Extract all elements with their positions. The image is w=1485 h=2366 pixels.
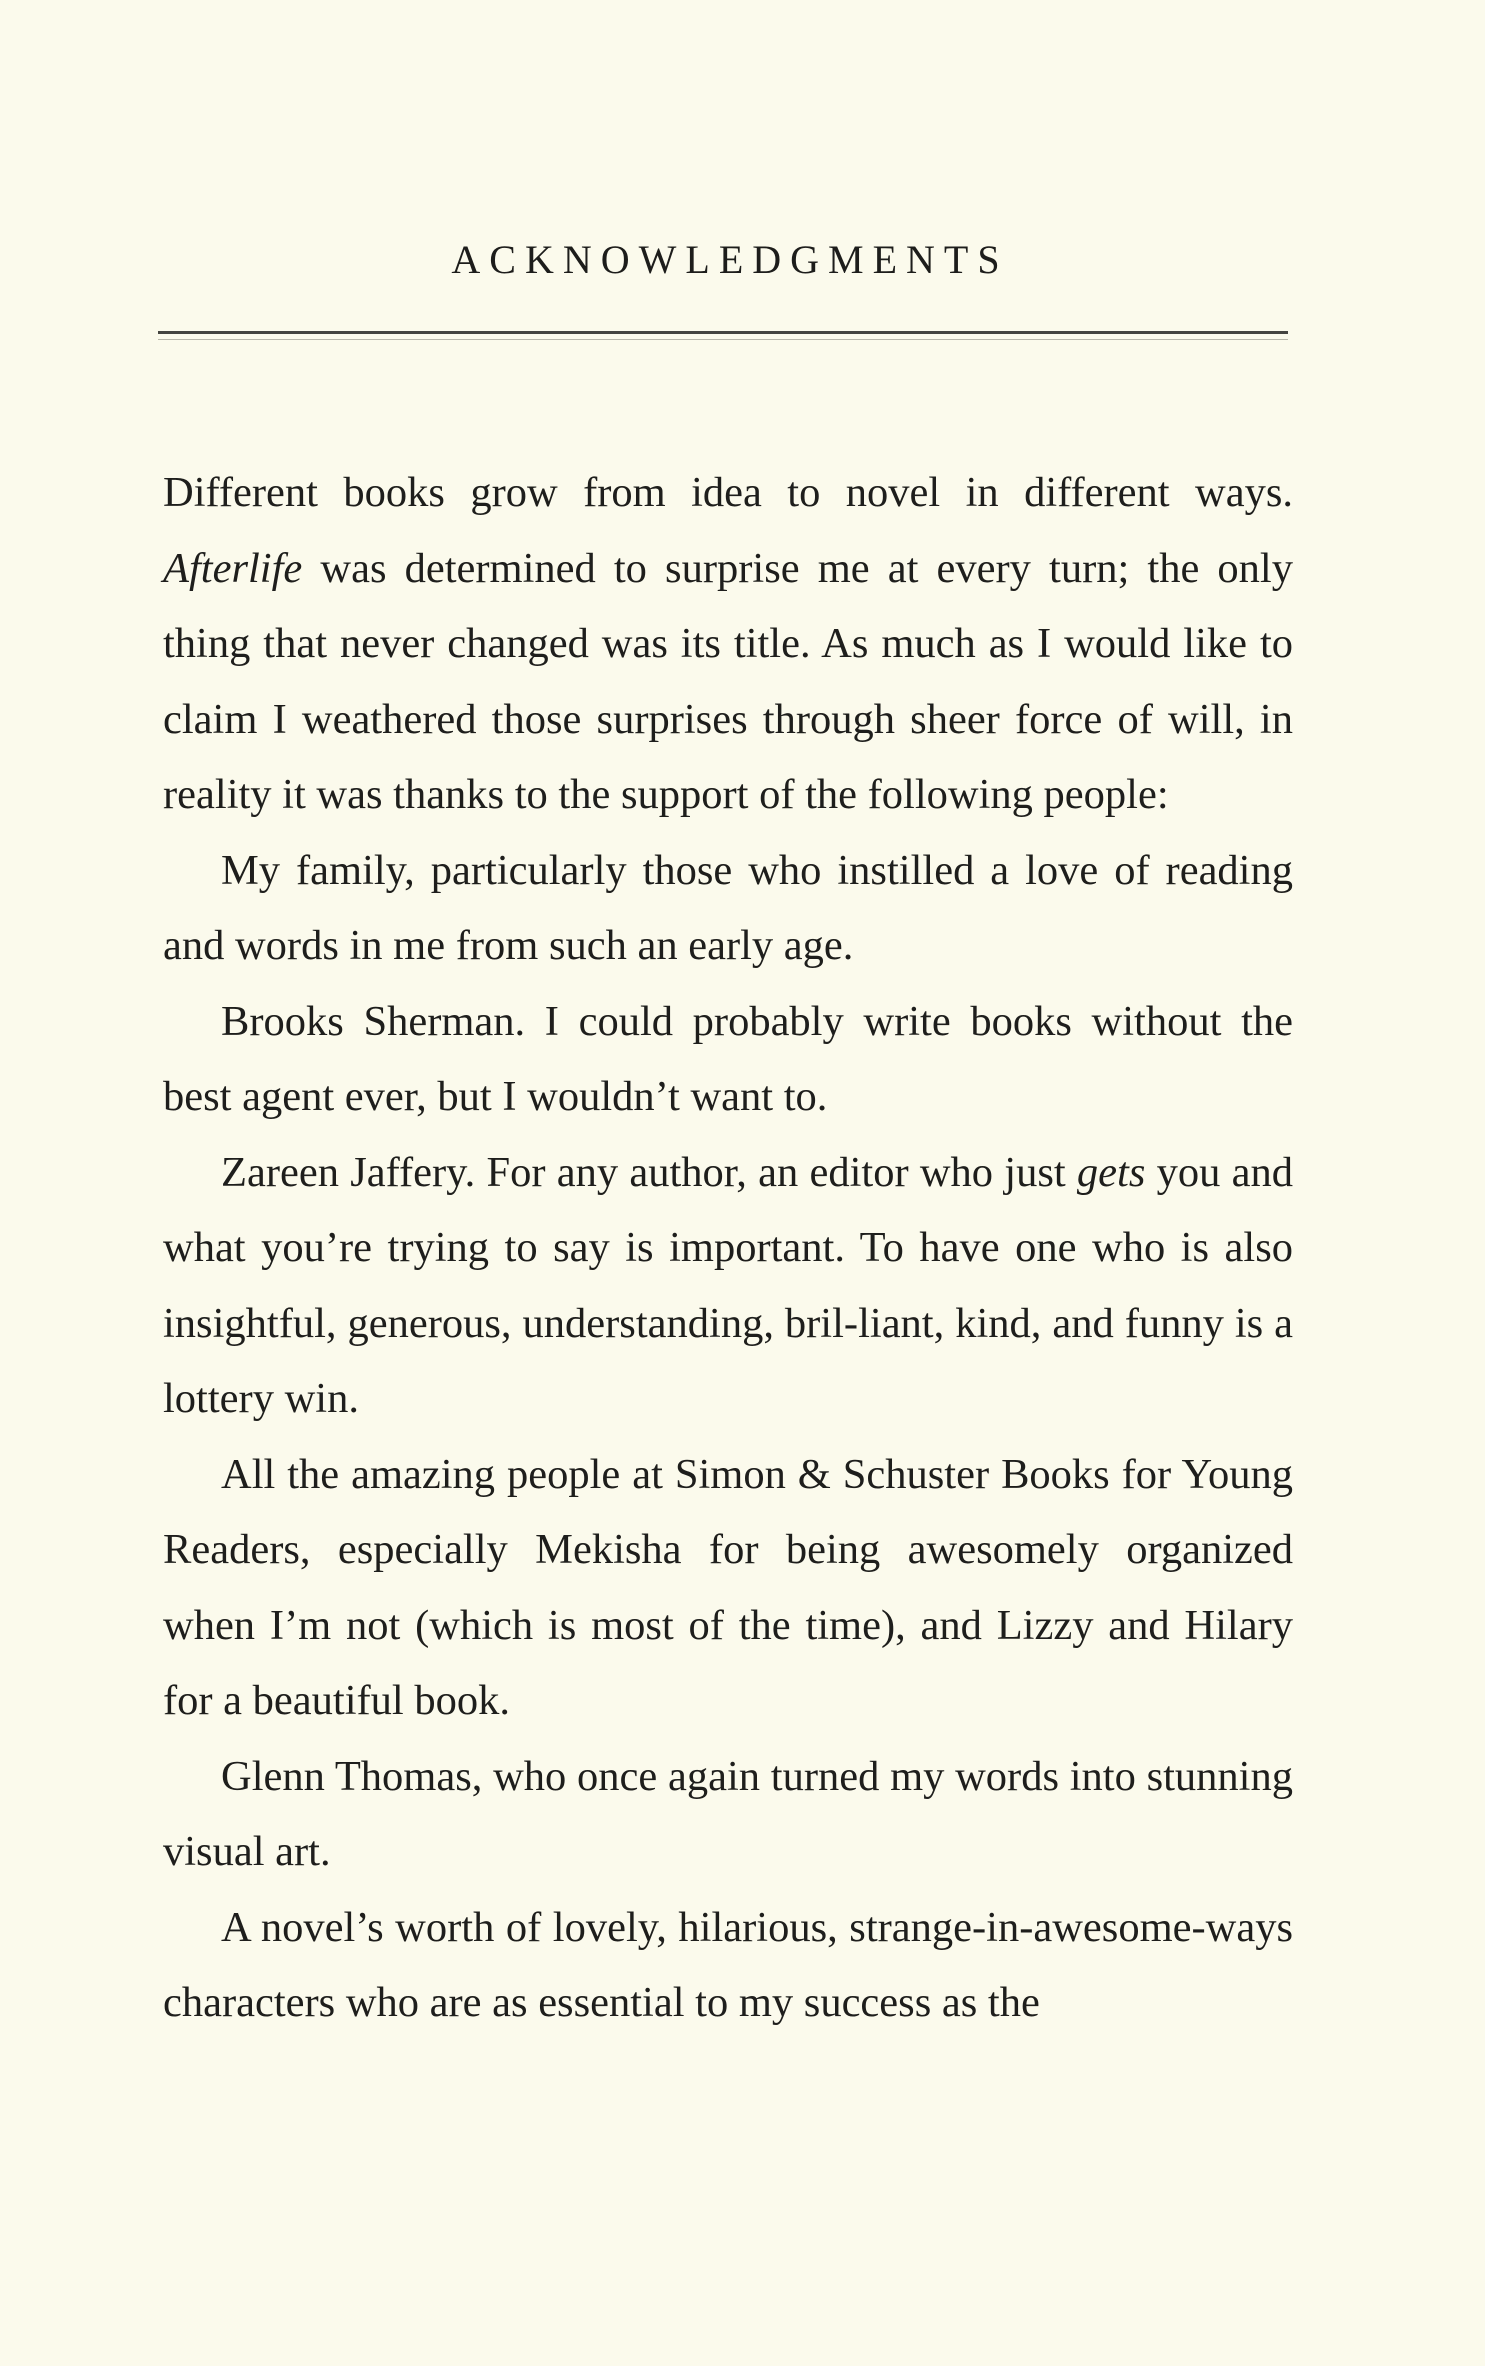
emphasis-italic: gets bbox=[1076, 1148, 1146, 1196]
heading-rule-shadow bbox=[158, 339, 1288, 340]
heading-rule bbox=[158, 331, 1288, 334]
paragraph: My family, particularly those who instilled a love of reading and words in me from such an early age. bbox=[163, 846, 1293, 969]
paragraph: Brooks Sherman. I could probably write books without the best agent ever, but I wouldn’t want to. bbox=[163, 997, 1293, 1120]
paragraph-text: Different books grow from idea to novel in different ways. bbox=[163, 469, 1293, 516]
paragraph-text: was determined to surprise me at every turn; the only thing that never changed was its title. As much as I would like to claim I weathered those surprises through sheer force of will, in reality it was thanks to the support of the following people: bbox=[163, 544, 1293, 818]
paragraph: All the amazing people at Simon & Schuster Books for Young Readers, especially Mekisha for being awesomely organized when I’m not (which is most of the time), and Lizzy and Hilary for a beautiful book. bbox=[163, 1450, 1293, 1724]
body-text bbox=[163, 455, 1293, 2041]
chapter-heading: ACKNOWLEDGMENTS bbox=[451, 237, 1009, 282]
paragraph: Glenn Thomas, who once again turned my words into stunning visual art. bbox=[163, 1752, 1293, 1875]
paragraph bbox=[163, 1135, 1293, 1437]
book-title-italic: Afterlife bbox=[163, 544, 303, 592]
paragraph: A novel’s worth of lovely, hilarious, strange-in-awesome-ways characters who are as essential to my success as the bbox=[163, 1903, 1293, 2026]
paragraph-text: you and what you’re trying to say is important. To have one who is also insightful, generous, understanding, bril-liant, kind, and funny is a lottery win. bbox=[163, 1148, 1293, 1422]
paragraph-text: Zareen Jaffery. For any author, an editor who just bbox=[221, 1148, 1077, 1196]
paragraph bbox=[163, 455, 1293, 833]
